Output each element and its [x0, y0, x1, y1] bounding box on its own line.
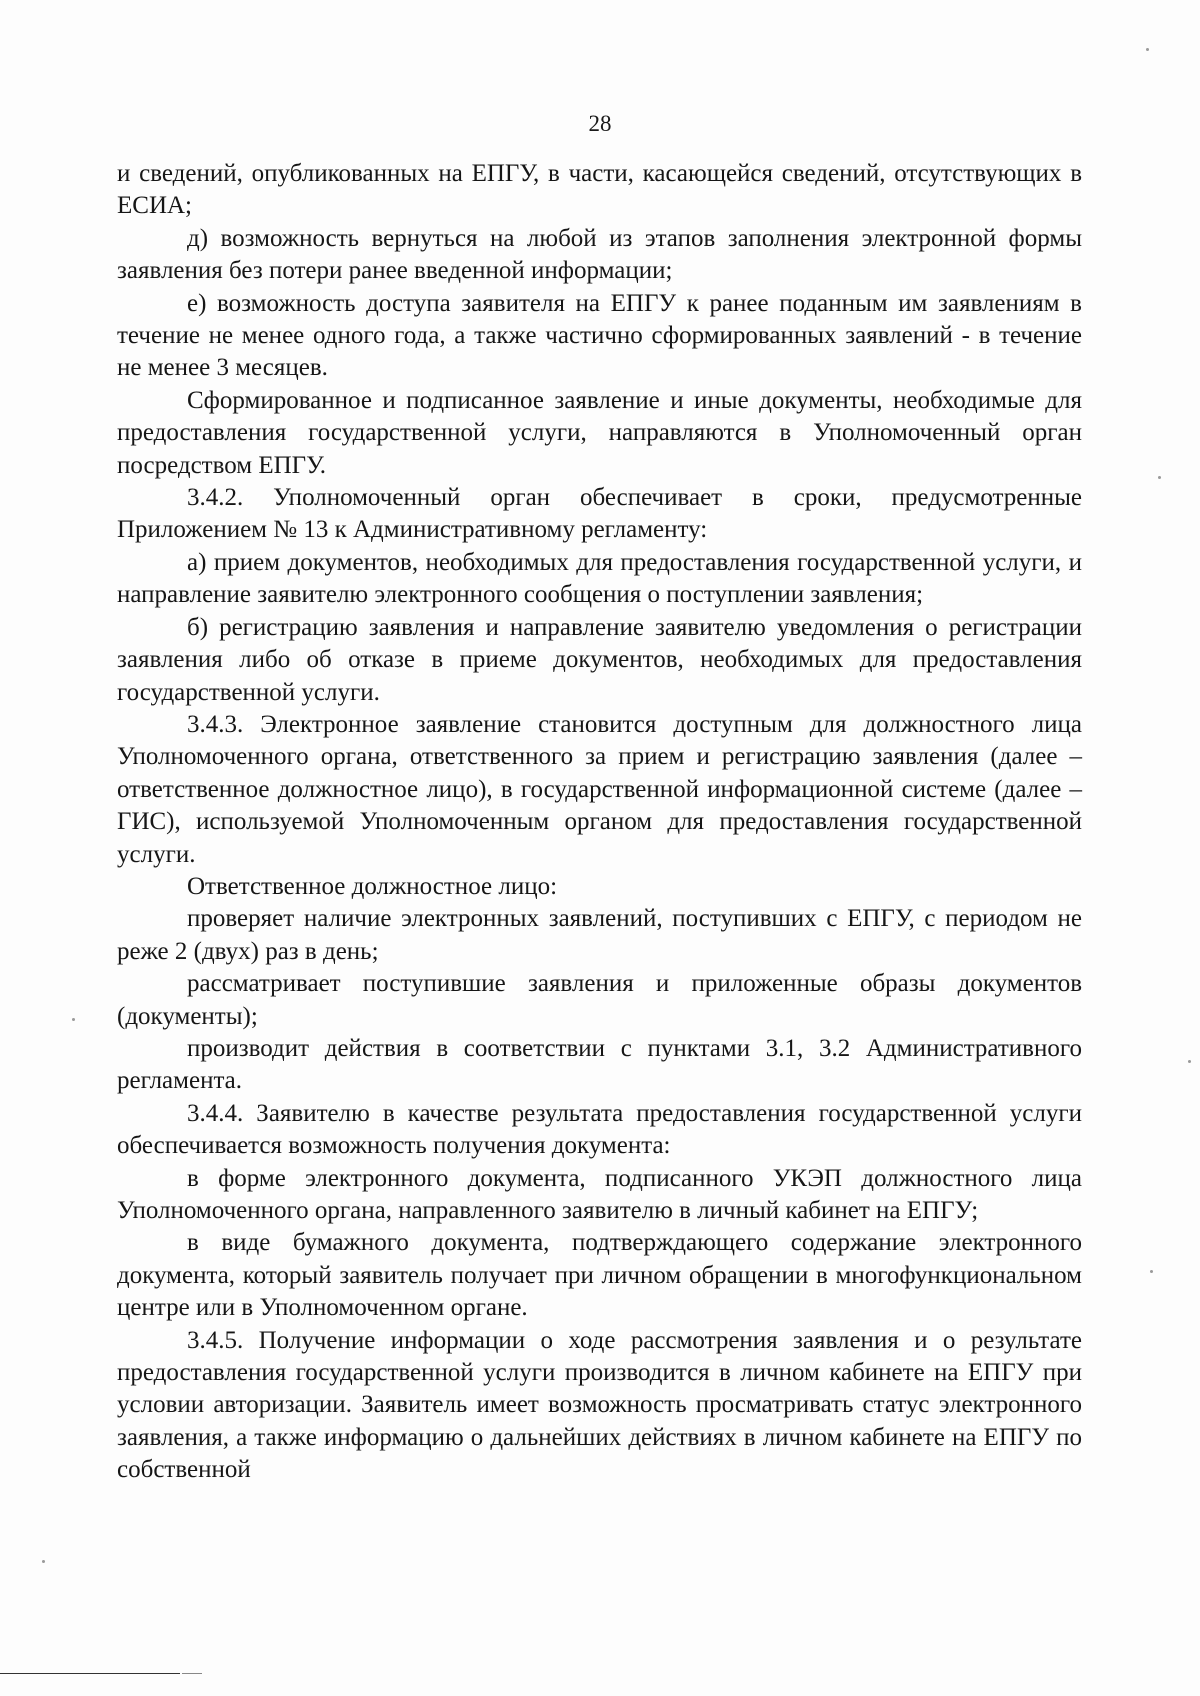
paragraph-responsible-official: Ответственное должностное лицо:	[187, 872, 558, 900]
scan-speck	[72, 1018, 75, 1021]
scan-speck	[1146, 48, 1149, 51]
scan-edge-line	[0, 1673, 180, 1674]
paragraph-performs: производит действия в соответствии с пунктами 3.1, 3.2 Административного регламента.	[117, 1034, 1082, 1095]
scan-edge-line-faint	[182, 1673, 202, 1674]
paragraph-continuation: и сведений, опубликованных на ЕПГУ, в части, касающейся сведений, отсутствующих в ЕСИА;	[117, 160, 1082, 220]
paragraph-item-e: е) возможность доступа заявителя на ЕПГУ к ранее поданным им заявлениям в течение не менее одного года, а также частично сформированных заявлений - в течение не менее 3 месяцев.	[117, 289, 1082, 382]
paragraph-reviews: рассматривает поступившие заявления и приложенные образы документов (документы);	[117, 970, 1082, 1030]
paragraph-3-4-3: 3.4.3. Электронное заявление становится доступным для должностного лица Уполномоченного органа, ответственного за прием и регистрацию заявления (далее – ответственное должностное лицо), в государственной информационной системе (далее – ГИС), используемой Уполномоченным органом для предоставления государственной услуги.	[117, 710, 1082, 868]
scan-speck	[1188, 1060, 1191, 1063]
paragraph-3-4-2: 3.4.2. Уполномоченный орган обеспечивает в сроки, предусмотренные Приложением № 13 к Административному регламенту:	[117, 484, 1082, 544]
scan-speck	[1158, 476, 1161, 479]
page-number: 28	[588, 111, 612, 136]
paragraph-electronic-form: в форме электронного документа, подписанного УКЭП должностного лица Уполномоченного органа, направленного заявителю в личный кабинет на ЕПГУ;	[117, 1164, 1082, 1224]
paragraph-3-4-5: 3.4.5. Получение информации о ходе рассмотрения заявления и о результате предоставления государственной услуги производится в личном кабинете на ЕПГУ при условии авторизации. Заявитель имеет возможность просматривать статус электронного заявления, а также информацию о дальнейших действиях в личном кабинете на ЕПГУ по собственной	[117, 1326, 1082, 1484]
paragraph-formed-application: Сформированное и подписанное заявление и иные документы, необходимые для предоставления государственной услуги, направляются в Уполномоченный орган посредством ЕПГУ.	[117, 386, 1082, 479]
document-body	[117, 158, 1082, 1487]
paragraph-checks: проверяет наличие электронных заявлений, поступивших с ЕПГУ, с периодом не реже 2 (двух) раз в день;	[117, 905, 1082, 965]
scan-speck	[1150, 1270, 1153, 1273]
paragraph-item-a: а) прием документов, необходимых для предоставления государственной услуги, и направление заявителю электронного сообщения о поступлении заявления;	[117, 548, 1082, 609]
paragraph-paper-form: в виде бумажного документа, подтверждающего содержание электронного документа, который заявитель получает при личном обращении в многофункциональном центре или в Уполномоченном органе.	[117, 1229, 1082, 1322]
paragraph-3-4-4: 3.4.4. Заявителю в качестве результата предоставления государственной услуги обеспечивается возможность получения документа:	[117, 1099, 1082, 1160]
paragraph-item-b: б) регистрацию заявления и направление заявителю уведомления о регистрации заявления либо об отказе в приеме документов, необходимых для предоставления государственной услуги.	[117, 613, 1082, 706]
paragraph-item-d: д) возможность вернуться на любой из этапов заполнения электронной формы заявления без потери ранее введенной информации;	[117, 224, 1082, 285]
scan-speck	[42, 1560, 45, 1563]
